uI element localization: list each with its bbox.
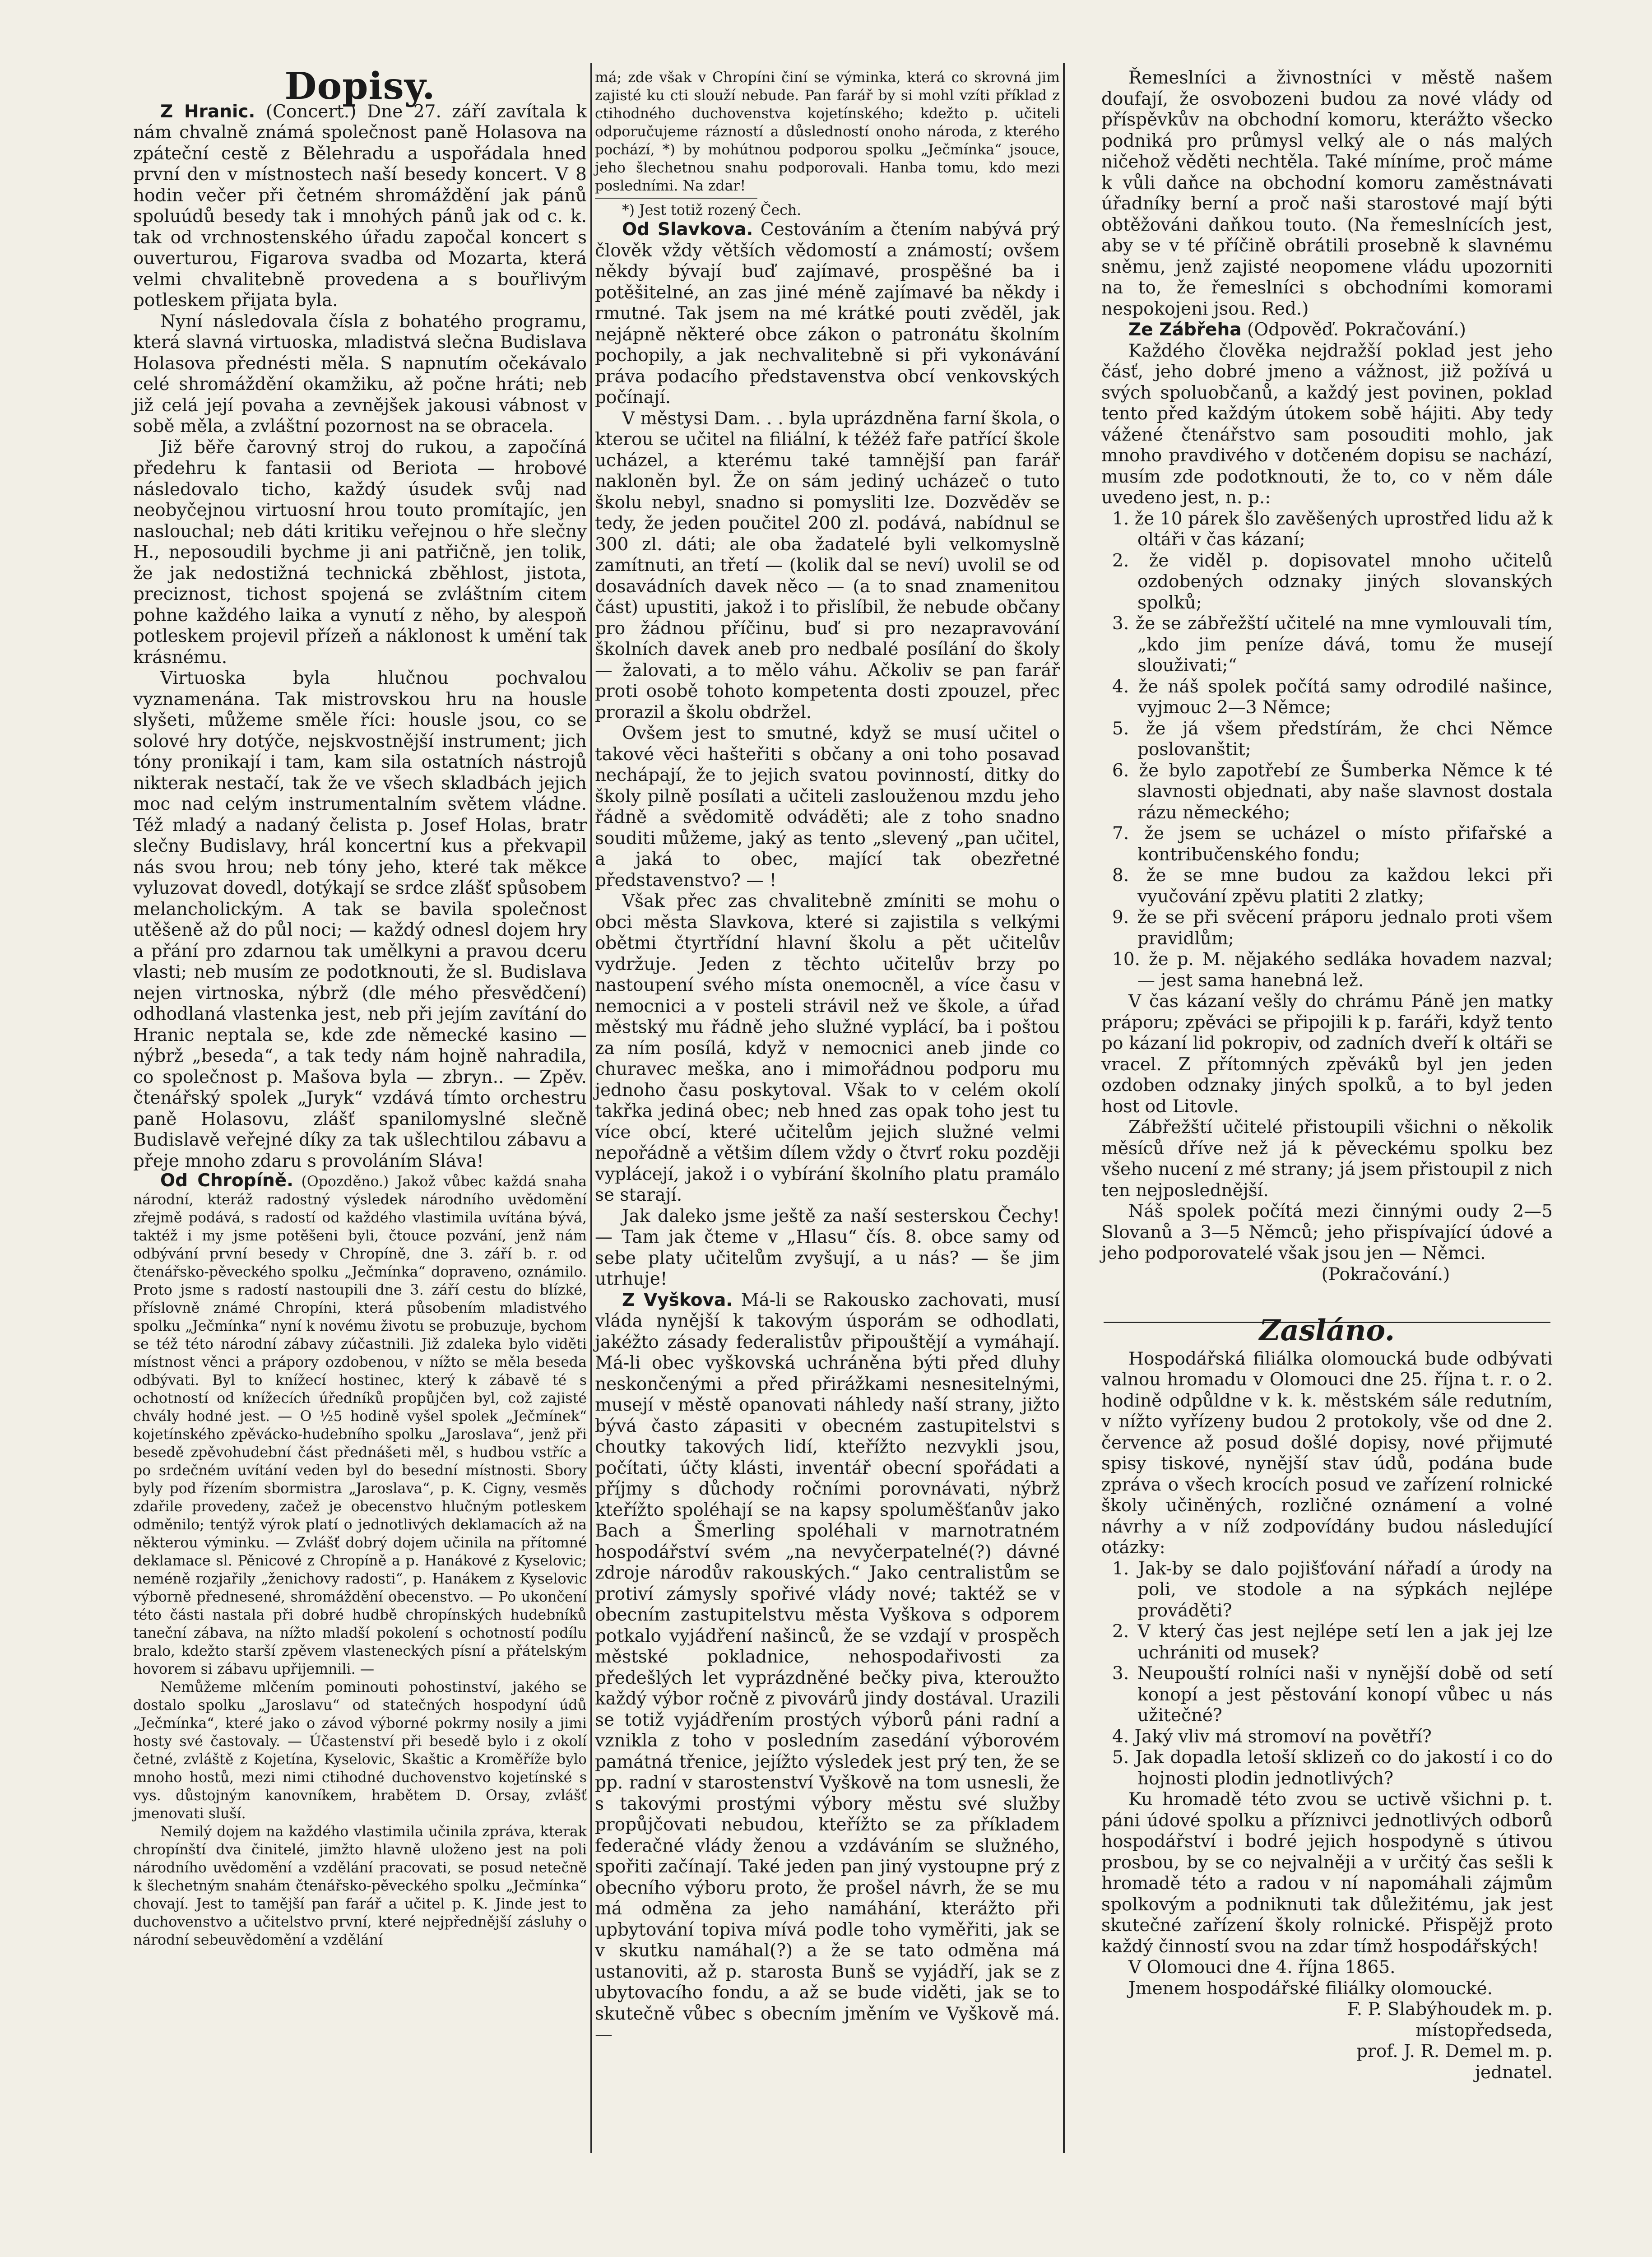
list-item: 4. Jaký vliv má stromoví na povětří? xyxy=(1112,1726,1432,1747)
paragraph: Ku hromadě této zvou se uctivě všichni p. t. páni údové spolku a příznivci jednotlivých odborů hospodářství i bodré jejich hospodyně s útivou prosbou, by se co nejvalněji a v určitý čas sešli k hromadě této a radou v ní napomáhali zájmům spolkovým a podniknuti tak důležitému, jak jest skutečné zařízení školy rolnické. Přispějž proto každý činností svou na zdar tímž hospodářských! xyxy=(1101,1789,1553,1957)
signature-1-role: místopředseda, xyxy=(1415,2020,1553,2041)
zaslano-title: Zasláno. xyxy=(1259,1314,1395,1347)
article-craftsmen: Řemeslníci a živnostníci v městě našem doufají, že osvobozeni budou za nové vlády od příspěvkův na obchodní komoru, kterážto všecko podniká pro průmysl velký ale o nás malých ničehož věděti nechtěla. Také míníme, proč máme k vůli daňce na obchodní komoru zaměstnávati úřadníky berní a proč naši starostové mají býti obtěžováni daňkou touto. (Na řemeslnících jest, aby se v té příčině obrátili prosebně k slavnému sněmu, jenž zajisté neopomene vládu upozorniti na to, že řemeslníci s obchodními komorami nespokojeni jsou. Red.) xyxy=(1101,68,1553,319)
paragraph: Nemůžeme mlčením pominouti pohostinství, jakého se dostalo spolku „Jaroslavu“ od statečných hospodyní údů „Ječmínka“, které jako o závod výborné pokrmy nosily a jimi hosty své častovaly. — Účastenství při besedě bylo i z okolí četné, zvláště z Kojetína, Kyselovic, Skaštic a Kroměříže bylo mnoho hostů, mezi nimi ctihodné duchovenstvo kojetínské s vys. důstojným kanovníkem, hrabětem D. Orsay, zvlášť jmenovati sluší. xyxy=(133,1679,587,1822)
list-item: 8. že se mne budou za každou lekci při vyučování zpěvu platiti 2 zlatky; xyxy=(1112,865,1553,907)
paragraph: V městysi Dam. . . byla uprázdněna farní škola, o kterou se učitel na filiální, k téžéž faře patřící škole ucházel, a kterému také tamnější pan farář nakloněn byl. Že on sám jediný ucházeč o tuto školu nebyl, snadno si pomysliti lze. Dozvěděv se tedy, že jeden poučitel 200 zl. podává, nabídnul se 300 zl. dáti; ale oba žadatelé byli velkomyslně zamítnuti, an třetí — (kolik dal se neví) uvolil se od dosavádních davek něco — (a to snad znamenitou část) upustiti, jakož i to přislíbil, že nebude občany pro žádnou příčinu, buď si pro nezapravování školních davek aneb pro nedbalé posílání do školy — žalovati, a to mělo váhu. Ačkoliv se pan farář proti osobě tohoto kompetenta dosti zpouzel, přec prorazil a školu obdržel. xyxy=(595,408,1060,723)
list-item: 3. Neupouští rolníci naši v nynější době od setí konopí a jest pěstování konopí vůbec u nás užitečné? xyxy=(1112,1663,1553,1726)
date-line: V Olomouci dne 4. října 1865. xyxy=(1128,1957,1396,1978)
chropyne-continuation: má; zde však v Chropíni činí se výminka, která co skrovná jim zajisté ku cti slouží nebude. Pan farář by si mohl vzíti příklad z ctihodného duchovenstva kojetínského; kdežto p. učiteli odporučujeme rázností a důsledností onoho národa, z kterého pochází, *) by mohútnou podporou spolku „Ječmínka“ jsouce, jeho šlechetnou snahu podporovali. Hanba tomu, kdo mezi posledními. Na zdar! xyxy=(595,70,1060,194)
article-chropyne xyxy=(133,1172,587,1678)
column-rule-right xyxy=(1063,63,1065,2153)
list-item: 7. že jsem se ucházel o místo přifařské a kontribučenského fondu; xyxy=(1112,823,1553,865)
list-item: 2. že viděl p. dopisovatel mnoho učitelů ozdobených odznaky jiných slovanských spolků; xyxy=(1112,550,1553,613)
article-slavkov xyxy=(595,219,1060,409)
paragraph: Již běře čarovný stroj do rukou, a započíná předehru k fantasii od Beriota — hrobové následovalo ticho, každý úsudek svůj nad neobyčejnou virtuosní hrou touto promítajíc, jen naslouchal; neb dáti kritiku veřejnou o hře slečny H., neposoudili bychme ji ani patřičně, jen tolik, že jak nedostižná technická zběhlost, jistota, preciznost, tichost spojená se zvláštním citem pohne každého laika a vynutí z něho, by alespoň potleskem projevil přízeň a náklonost k umění tak krásnému. xyxy=(133,437,587,668)
continued-note: (Pokračování.) xyxy=(1321,1264,1450,1285)
list-item: 4. že náš spolek počítá samy odrodilé našince, vyjmouc 2—3 Němce; xyxy=(1112,676,1553,718)
article-head: Z Hranic. xyxy=(160,101,255,122)
paragraph: Jak daleko jsme ještě za naší sesterskou Čechy! — Tam jak čteme v „Hlasu“ čís. 8. obce samy od sebe platy učitelům zvyšují, a u nás? — še jim utrhuje! xyxy=(595,1206,1060,1289)
article-text: Cestováním a čtením nabývá prý člověk vždy větších vědomostí a známostí; ovšem někdy bývají buď zajímavé, prospěšné ba i potěšitelné, an zas jiné méně zajímavé ba někdy i rmutné. Tak jsem na mé krátké pouti zvěděl, jak nejápně některé obce zákon o patronátu školním pochopily, a jak nechvalitebně si při vykonávání práva podacího představenstva obcí venkovských počínají. xyxy=(595,219,1060,408)
article-head: Ze Zábřeha xyxy=(1128,320,1242,340)
list-item: 5. Jak dopadla letoší sklizeň co do jakostí i co do hojnosti plodin jednotlivých? xyxy=(1112,1747,1553,1789)
article-head: Z Vyškova. xyxy=(622,1290,733,1310)
list-item: 3. že se zábřežští učitelé na mne vymlouvali tím, „kdo jim peníze dává, tomu že musejí slouživati;“ xyxy=(1112,613,1553,676)
footnote: *) Jest totiž rozený Čech. xyxy=(622,202,802,218)
paragraph: Však přec zas chvalitebně zmíniti se mohu o obci města Slavkova, které si zajistila s velkými obětmi čtyrtřídní hlavní školu a pět učitelův vydržuje. Jeden z těchto učitelův brzy po nastoupení svého místa onemocněl, a více času v nemocnici a v posteli strávil než ve škole, a úřad městský mu řádně jeho služné vyplácí, ba i poštou za ním posílá, když v nemocnici aneb jinde co churavec meška, ano i mimořádnou podporu mu jednoho času poskytoval. Však to v celém okolí takřka jediná obec; neb hned zas opak toho jest tu více obcí, které učitelům jejich služné velmi nepořádně a většim dílem vždy o čtvrť roku později vyplácejí, jakož i o vybírání školního platu pramálo se starají. xyxy=(595,891,1060,1205)
footnote-separator xyxy=(595,198,757,199)
paragraph: Každého člověka nejdražší poklad jest jeho čásť, jeho dobré jmeno a vážnost, již požívá u svých spoluobčanů, a každý jest povinen, poklad tento před každým útokem sobě hájiti. Aby tedy vážené čtenářstvo sam posouditi mohlo, jak mnoho pravdivého v dotčeném dopisu se nachází, musím zde podotknouti, že to, co v něm dále uvedeno jest, n. p.: xyxy=(1101,340,1553,508)
column-2 xyxy=(595,69,1060,2154)
article-zabreh xyxy=(1101,320,1553,341)
paragraph: Nyní následovala čísla z bohatého programu, která slavná virtuoska, mladistvá slečna Budislava Holasova přednésti měla. S napnutím očekávalo celé shromáždění okamžiku, až počne hráti; neb již celá její povaha a zevnějšek jakousi vábnost v sobě měla, a zvláštní pozornost na se obracela. xyxy=(133,311,587,437)
column-3 xyxy=(1101,68,1553,2083)
article-hranice xyxy=(133,102,587,311)
article-subhead: (Odpověď. Pokračování.) xyxy=(1247,320,1466,340)
claims-list xyxy=(1101,509,1553,992)
list-item: 5. že já všem předstírám, že chci Němce poslovanštit; xyxy=(1112,718,1553,760)
article-text: (Concert.) Dne 27. září zavítala k nám chvalně známá společnost paně Holasova na zpáteční cestě z Bělehradu a uspořádala hned první den v místnostech naší besedy koncert. V 8 hodin večer při četném shromáždění jak pánů spoluúdů besedy tak i mnohých pánů jak od c. k. tak od vrchnostenského úřadu započal koncert s ouverturou, Figarova svadba od Mozarta, která velmi chvalitebně provedena a s bouřlivým potleskem přijata byla. xyxy=(133,101,587,311)
column-rule-left xyxy=(590,63,592,2153)
list-item: 1. Jak-by se dalo pojišťování nářadí a úrody na poli, ve stodole a na sýpkách nejlépe prováděti? xyxy=(1112,1558,1553,1621)
paragraph: Nemilý dojem na každého vlastimila učinila zpráva, kterak chropínští dva činitelé, jimžto hlavně uloženo jest na poli národního uvědomění a vzdělání pracovati, se posud netečně k šlechetným snahám čtenářsko-pěveckého spolku „Ječmínka“ chovají. Jest to tamější pan farář a učitel p. K. Jinde jest to duchovenstvo a učitelstvo první, které nejpřednější zásluhy o národní sebeuvědomění a vzdělání xyxy=(133,1824,587,1948)
article-vyskov xyxy=(595,1290,1060,2046)
paragraph: Virtuoska byla hlučnou pochvalou vyznamenána. Tak mistrovskou hru na housle slyšeti, můžeme směle říci: housle jsou, co se solové hry dotýče, nejskvostnější instrument; jich tóny pronikají i tam, kam sila ostatních nástrojů nikterak nestačí, tak že ve všech skladbách jejich moc nad celým instrumentalním světem vládne. Též mladý a nadaný čelista p. Josef Holas, bratr slečny Budislavy, hrál koncertní kus a překvapil nás svou hrou; neb tóny jeho, které tak měkce vyluzovat dovedl, dotýkají se srdce zlášť spůsobem melancholickým. A tak se bavila společnost utěšeně až do půl noci; — každý odnesl dojem hry a přání pro zdarnou tak umělkyni a pravou dceru vlasti; neb musím ze podotknouti, že sl. Budislava nejen virtnoska, nýbrž (dle mého přesvědčení) odhodlaná vlastenka jest, neb při jejím zavítání do Hranic neptala se, kde zde německé kasino — nýbrž „beseda“, a tak tedy nám hojně nahradila, co společnost p. Mašova byla — zbryn.. — Zpěv. čtenářský spolek „Juryk“ vzdává tímto orchestru paně Holasovu, zlášť spanilomyslné slečně Budislavě veřejné díky za tak ušlechtilou zábavu a přeje mnoho zdaru s provoláním Sláva! xyxy=(133,668,587,1171)
signature-1: F. P. Slabýhoudek m. p. xyxy=(1347,1999,1553,2020)
list-item: 2. V který čas jest nejlépe setí len a jak jej lze uchrániti od musek? xyxy=(1112,1621,1553,1663)
article-text: Má-li se Rakousko zachovati, musí vláda nynější k takovým úsporám se odhodlati, jakéžto zásady federalistův připouštějí a vymáhají. Má-li obec vyškovská uchráněna býti před dluhy neskončenými a před přirážkami nesnesitelnými, musejí v městě opanovati náhledy naší strany, jižto bývá často zápasiti v obecném zastupitelstvi s choutky takových lidí, kteřížto nezvykli jsou, počítati, účty klásti, inventář obecní spořádati a příjmy s důchody ročními porovnávati, nýbrž kteřížto spoléhají se na kapsy spoluměšťanův jako Bach a Šmerling spoléhali v marnotratném hospodářství svém „na nevyčerpatelné(?) dávné zdroje národův rakouských.“ Jako centralistům se protiví zámysly spořivé vlády nové; taktéž se v obecním zastupitelstvu města Vyškova s odporem potkalo vyjádření našinců, že se vzdají v prospěch městské pokladnice, nehospodařivosti za předešlých let vyprázdněné bečky piva, kteroužto každý výbor ročně z pivovárů jindy dostával. Urazili se totiž vyjádřením prostých výborů páni radní a vznikla z toho v posledním zasedání výborovém památná třenice, jejížto výsledek jest prý ten, že se pp. radní v starostenství Vyškově na tom usnesli, že s takovými prostými výbory městu své služby propůjčovati nebudou, kteřížto se za příkladem federačné vlády ženou a vzdáváním se služného, spořiti začínají. Také jeden pan jiný vystoupne prý z obecního výboru proto, že prošel návrh, že se mu má odměna za jeho namáhání, kterážto při upbytování topiva mívá podle toho vyměřiti, jak se v skutku namáhal(?) a že se tato odměna má ustanoviti, až p. starosta Bunš se vyjádří, jak se z ubytovacího fondu, a až se bude viděti, jak se to skutečně vůbec s obecním jměním ve Vyškově má. — xyxy=(595,1290,1060,2045)
paragraph: Ovšem jest to smutné, když se musí učitel o takové věci hašteřiti s občany a oni toho posavad nechápají, že to jejich svatou povinností, ditky do školy pilně posílati a učiteli zaslouženou mzdu jeho řádně a svědomitě odváděti; ale z toho snadno souditi můžeme, jaký as tento „slevený „pan učitel, a jaká to obec, mající tak obezřetné představenstvo? — ! xyxy=(595,723,1060,891)
paragraph: Náš spolek počítá mezi činnými oudy 2—5 Slovanů a 3—5 Němců; jeho přispívající údové a jeho podporovatelé však jsou jen — Němci. xyxy=(1101,1201,1553,1263)
article-text: (Opozděno.) Jakož vůbec každá snaha národní, kteráž radostný výsledek národního uvědomění zřejmě podává, s radostí od každého vlastimila uvítána bývá, taktéž i my jsme potěšeni byli, čtouce pozvání, jenž nám odbývání první besedy v Chropíně, dne 3. září b. r. od čtenářsko-pěveckého spolku „Ječmínka“ dopraveno, oznámilo. Proto jsme s radostí nastoupili dne 3. září cestu do blízké, příslovně známé Chropíni, která působením mladistvého spolku „Ječmínka“ nyní k novému životu se probuzuje, bychom se též této národní zábavy zúčastnili. Již zdaleka bylo viděti místnost věnci a prápory ozdobenou, v nížto se měla beseda odbývati. Byl to knížecí hostinec, který k zábavě té s ochotností od knížecích úředníků propůjčen byl, což zajisté chvály hodné jest. — O ½5 hodině vyšel spolek „Ječmínek“ kojetínského zpěvácko-hudebního spolku „Jaroslava“, jenž při besedě zpěvohudební část přednášeti měl, s hudbou vstříc a po srdečném uvítání veden byl do besední místnosti. Sbory byly pod řízením sbormistra „Jaroslava“, p. K. Cigny, vesměs zdařile provedeny, začež je obecenstvo hlučným potleskem odměnilo; tentýž výrok platí o jednotlivých deklamacích až na některou výminku. — Zvlášť dobrý dojem učinila na přítomné deklamace sl. Pěnicové z Chropíně a p. Hanákové z Kyselovic; neméně rozjařily „ženichovy radosti“, p. Hanákem z Kyselovic výborně přednesené, shromáždění obecenstvo. — Po ukončení této části nastala při dobré hudbě chropínských hudebníků taneční zábava, na nížto mladší pokolení s ochotností podílu bralo, kdežto starší zpěvem vlasteneckých písní a přátelským hovorem si zábavu upřijemnili. — xyxy=(133,1174,587,1677)
questions-list xyxy=(1101,1559,1553,1790)
signature-line: Jmenem hospodářské filiálky olomoucké. xyxy=(1128,1978,1493,1999)
paragraph: V čas kázaní vešly do chrámu Páně jen matky práporu; zpěváci se připojili k p. faráři, když tento po kázaní lid pokropiv, od zadních dveří k oltáři se vracel. Z přítomných zpěváků byl jen jeden ozdoben odznaky jiných spolků, a to byl jeden host od Litovle. xyxy=(1101,991,1553,1117)
article-head: Od Slavkova. xyxy=(622,219,753,240)
signature-2-role: jednatel. xyxy=(1475,2062,1553,2083)
list-item: 6. že bylo zapotřebí ze Šumberka Němce k té slavnosti objednati, aby naše slavnost dostala rázu německého; xyxy=(1112,760,1553,823)
paragraph: Hospodářská filiálka olomoucká bude odbývati valnou hromadu v Olomouci dne 25. října t. r. o 2. hodině odpůldne v k. k. městském sále redutním, v nížto vyřízeny budou 2 protokoly, vše od dne 2. července až posud došlé dopisy, nové přijmuté spisy tiskové, nynější stav údů, podána bude zpráva o všech krocích posud ve zařízení rolnické školy učiněných, rozličné oznámení a volné návrhy a v níž zodpovídány budou následující otázky: xyxy=(1101,1348,1553,1558)
article-head: Od Chropíně. xyxy=(160,1170,293,1191)
signature-2: prof. J. R. Demel m. p. xyxy=(1356,2041,1553,2062)
list-item: 9. že se při svěcení práporu jednalo proti všem pravidlům; xyxy=(1112,907,1553,949)
section-title: Dopisy. xyxy=(284,65,436,108)
paragraph: Zábřežští učitelé přistoupili všichni o několik měsíců dříve než já k pěveckému spolku bez všeho nucení z mé strany; já jsem přistoupil z nich ten nejposlednější. xyxy=(1101,1117,1553,1201)
column-1 xyxy=(133,65,587,2153)
list-item: 1. že 10 párek šlo zavěšených uprostřed lidu až k oltáři v čas kázaní; xyxy=(1112,508,1553,550)
list-item: 10. že p. M. nějakého sedláka hovadem nazval; — jest sama hanebná lež. xyxy=(1112,949,1553,991)
